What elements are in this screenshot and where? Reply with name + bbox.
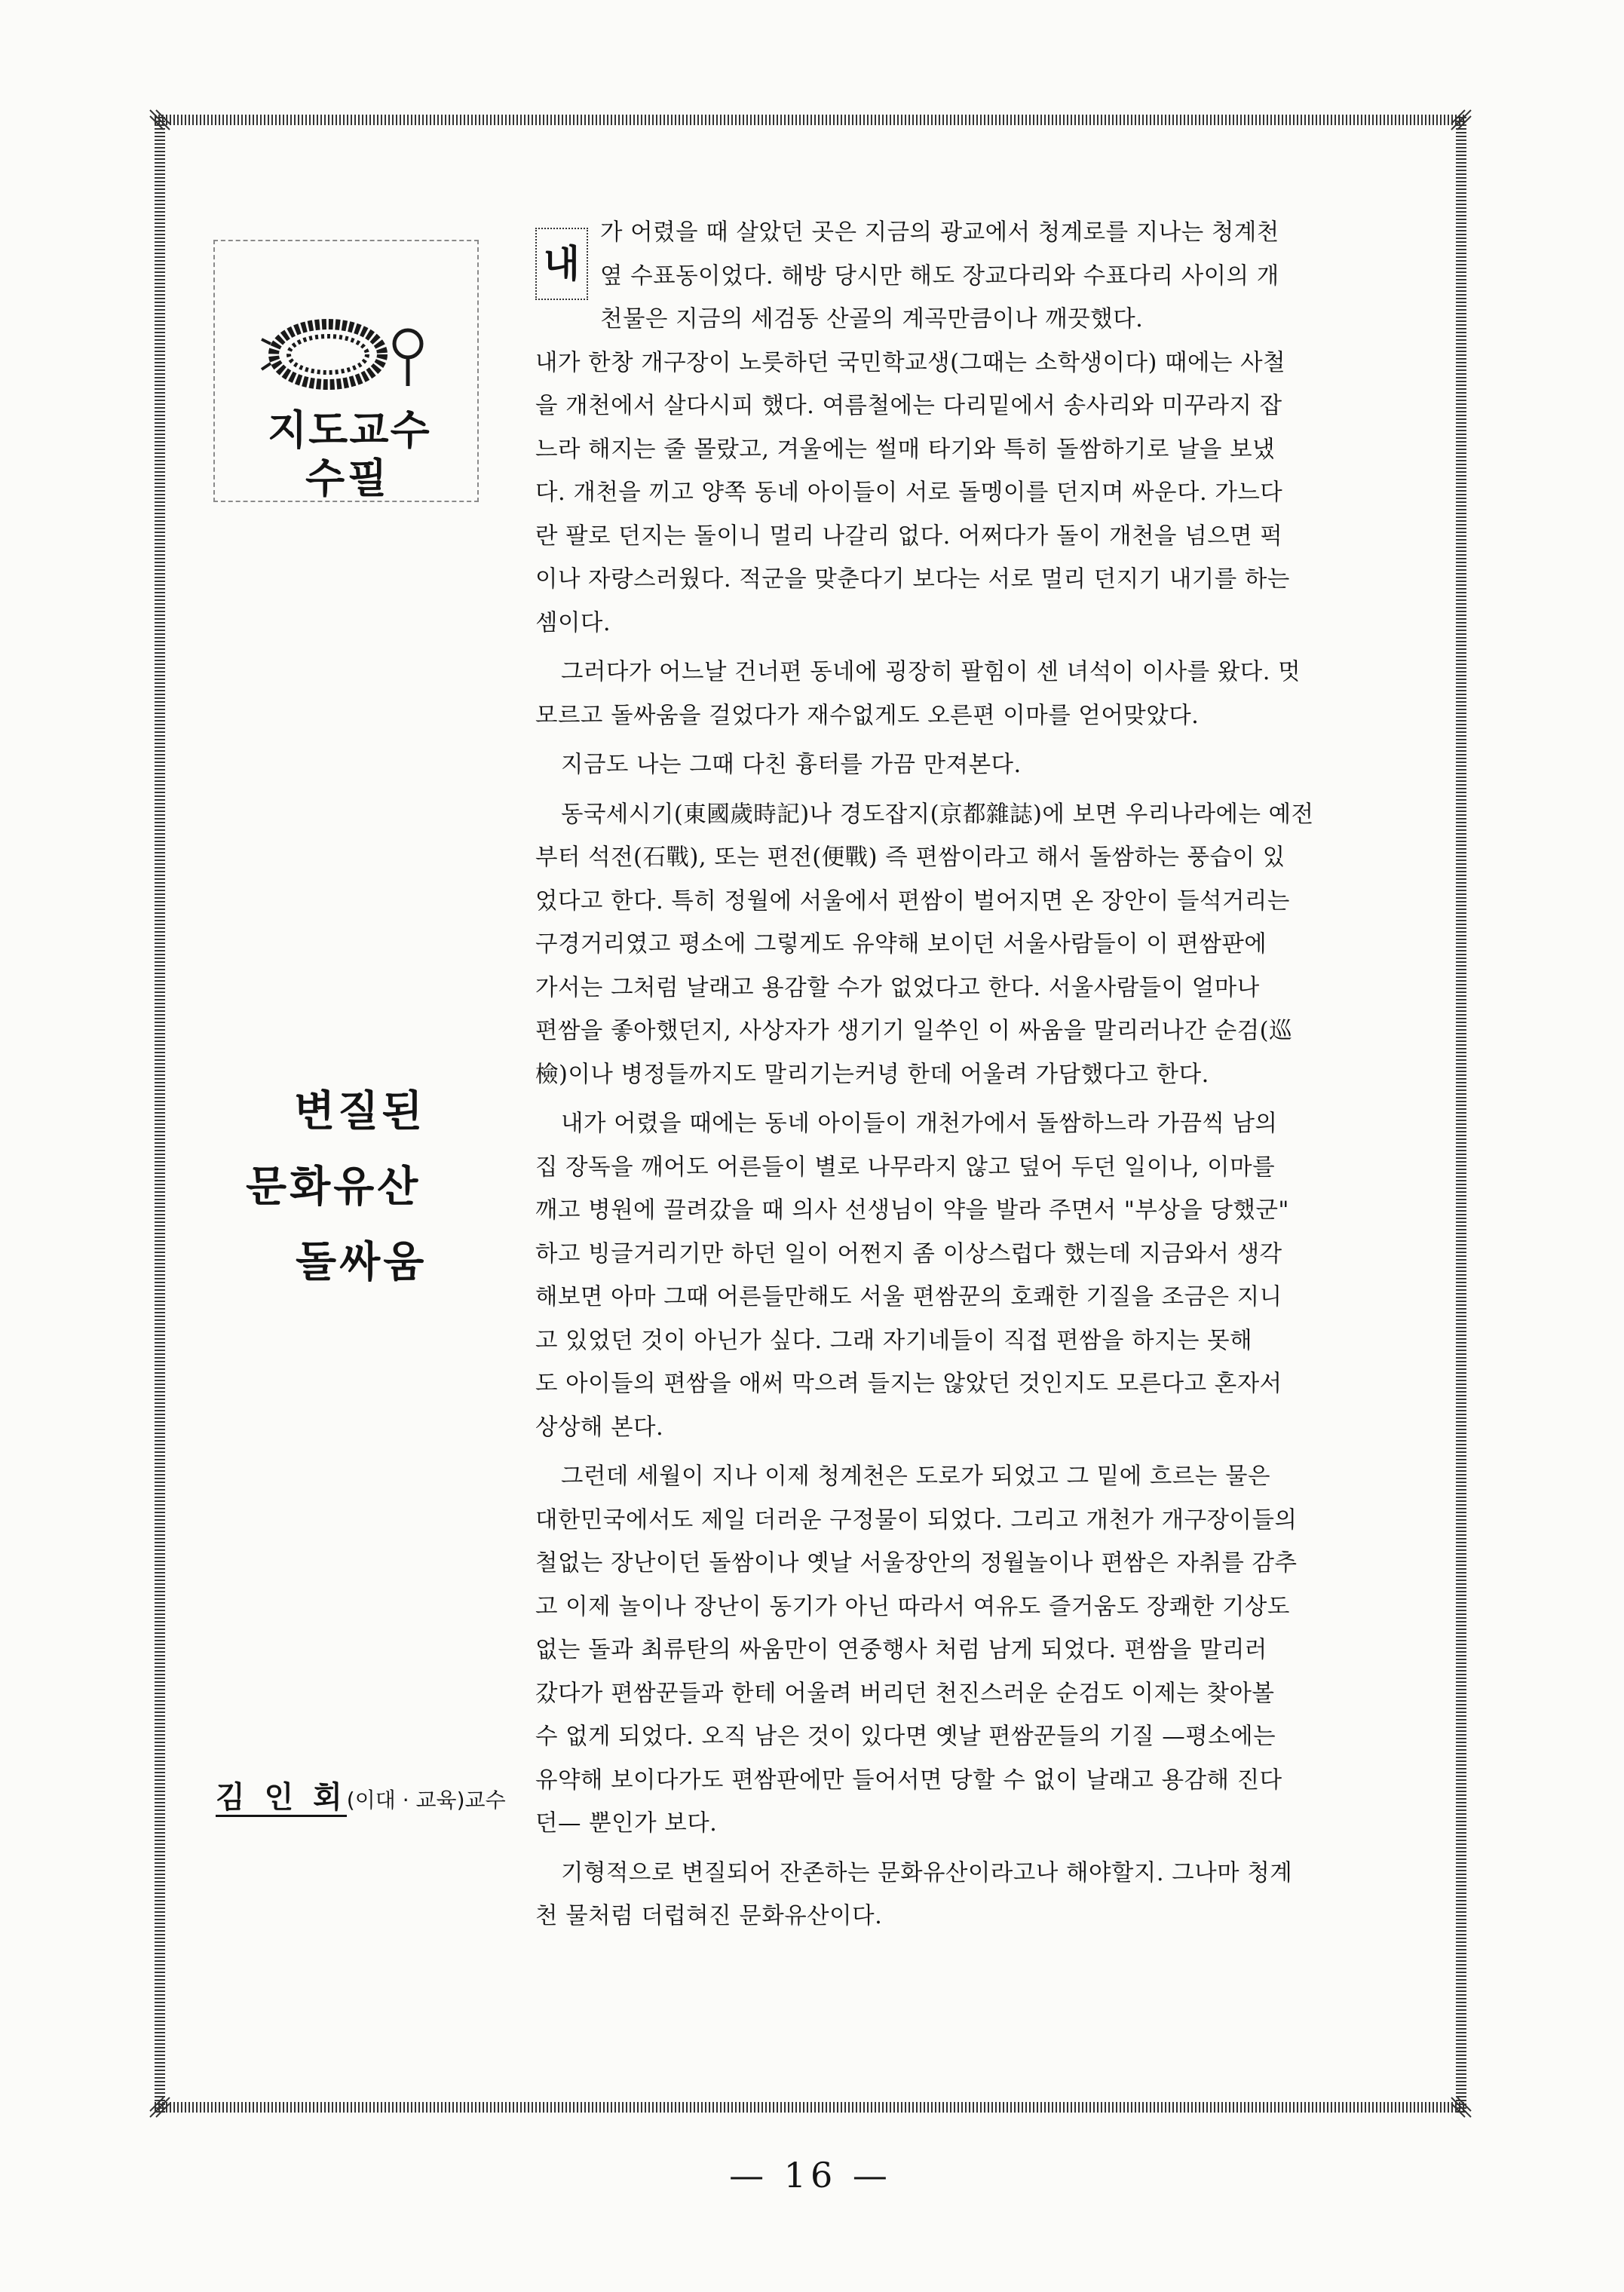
page-number: — 16 — bbox=[729, 2155, 892, 2195]
corner-ornament-icon bbox=[147, 2094, 173, 2120]
text-line: 천 물처럼 더럽혀진 문화유산이다. bbox=[535, 1903, 883, 1929]
column-label-line1: 지도교수 bbox=[268, 406, 431, 454]
text-line: 그런데 세월이 지나 이제 청계천은 도로가 되었고 그 밑에 흐르는 물은 bbox=[561, 1463, 1270, 1490]
text-line: 고 있었던 것이 아닌가 싶다. 그래 자기네들이 직접 편쌈을 하지는 못해 bbox=[535, 1327, 1253, 1354]
top-dotted-rule bbox=[155, 115, 1466, 125]
text-line: 해보면 아마 그때 어른들만해도 서울 편쌈꾼의 호쾌한 기질을 조금은 지니 bbox=[535, 1284, 1282, 1310]
author-byline bbox=[216, 1773, 532, 1816]
text-line: 부터 석전(石戰), 또는 편전(便戰) 즉 편쌈이라고 해서 돌쌈하는 풍습이 있 bbox=[535, 844, 1285, 871]
text-line: 을 개천에서 살다시피 했다. 여름철에는 다리밑에서 송사리와 미꾸라지 잡 bbox=[535, 393, 1282, 419]
column-label-line2: 수필 bbox=[305, 455, 391, 502]
text-line: 내가 어렸을 때에는 동네 아이들이 개천가에서 돌쌈하느라 가끔씩 남의 bbox=[561, 1111, 1278, 1137]
column-header-box bbox=[213, 240, 479, 502]
text-line: 대한민국에서도 제일 더러운 구정물이 되었다. 그리고 개천가 개구장이들의 bbox=[535, 1506, 1298, 1534]
paragraph bbox=[535, 651, 1448, 737]
author-name: 김 인 회 bbox=[216, 1780, 347, 1817]
text-line: 없는 돌과 최류탄의 싸움만이 연중행사 처럼 남게 되었다. 편쌈을 말리러 bbox=[535, 1637, 1267, 1663]
paragraph bbox=[535, 1455, 1448, 1846]
paragraph bbox=[535, 743, 1448, 787]
text-line: 란 팔로 던지는 돌이니 멀리 나갈리 없다. 어쩌다가 돌이 개천을 넘으면 퍽 bbox=[535, 522, 1283, 550]
text-line: 내가 한창 개구장이 노릇하던 국민학교생(그때는 소학생이다) 때에는 사철 bbox=[535, 349, 1286, 376]
text-line: 갔다가 편쌈꾼들과 한테 어울려 버리던 천진스러운 순검도 이제는 찾아볼 bbox=[535, 1680, 1275, 1707]
text-line: 동국세시기(東國歲時記)나 경도잡지(京都雜誌)에 보면 우리나라에는 예전 bbox=[561, 801, 1314, 828]
drop-cap: 내 bbox=[535, 228, 588, 300]
text-line: 하고 빙글거리기만 하던 일이 어쩐지 좀 이상스럽다 했는데 지금와서 생각 bbox=[535, 1240, 1282, 1267]
author-affiliation: (이대 · 교육)교수 bbox=[346, 1788, 506, 1812]
text-line: 옆 수표동이었다. 해방 당시만 해도 장교다리와 수표다리 사이의 개 bbox=[600, 262, 1279, 290]
text-line: 檢)이나 병정들까지도 말리기는커녕 한데 어울려 가담했다고 한다. bbox=[535, 1061, 1209, 1088]
text-line: 유약해 보이다가도 편쌈판에만 들어서면 당할 수 없이 날래고 용감해 진다 bbox=[535, 1766, 1282, 1794]
paragraph bbox=[535, 1102, 1448, 1449]
text-line: 느라 해지는 줄 몰랐고, 겨울에는 썰매 타기와 특히 돌쌈하기로 날을 보냈 bbox=[535, 436, 1276, 463]
text-line: 가 어렸을 때 살았던 곳은 지금의 광교에서 청계로를 지나는 청계천 bbox=[600, 219, 1279, 246]
essay-title-line3: 돌싸움 bbox=[296, 1238, 427, 1287]
wreath-ornament-icon bbox=[260, 317, 441, 400]
text-line: 수 없게 되었다. 오직 남은 것이 있다면 옛날 편쌈꾼들의 기질 —평소에는 bbox=[535, 1724, 1276, 1750]
text-line: 편쌈을 좋아했던지, 사상자가 생기기 일쑤인 이 싸움을 말리러나간 순검(巡 bbox=[535, 1018, 1293, 1044]
text-line: 이나 자랑스러웠다. 적군을 맞춘다기 보다는 서로 멀리 던지기 내기를 하는 bbox=[535, 566, 1290, 593]
corner-ornament-icon bbox=[1448, 107, 1474, 133]
corner-ornament-icon bbox=[1448, 2094, 1474, 2120]
text-line: 셈이다. bbox=[535, 609, 611, 636]
bottom-dotted-rule bbox=[155, 2102, 1466, 2113]
text-line: 던— 뿐인가 보다. bbox=[535, 1810, 718, 1837]
text-line: 구경거리였고 평소에 그렇게도 유약해 보이던 서울사람들이 이 편쌈판에 bbox=[535, 931, 1267, 958]
essay-title-line1: 변질된 bbox=[294, 1087, 426, 1136]
text-line: 기형적으로 변질되어 잔존하는 문화유산이라고나 해야할지. 그나마 청계 bbox=[561, 1859, 1293, 1886]
text-line: 도 아이들의 편쌈을 애써 막으려 들지는 않았던 것인지도 모른다고 혼자서 bbox=[535, 1371, 1282, 1397]
text-line: 지금도 나는 그때 다친 흉터를 가끔 만져본다. bbox=[561, 752, 1022, 778]
paragraph bbox=[535, 211, 1448, 645]
essay-title-line2: 문화유산 bbox=[246, 1163, 421, 1212]
essay-body bbox=[535, 211, 1448, 1938]
text-line: 집 장독을 깨어도 어른들이 별로 나무라지 않고 덮어 두던 일이나, 이마를 bbox=[535, 1154, 1276, 1181]
paragraph bbox=[535, 1852, 1448, 1938]
right-dotted-rule bbox=[1456, 115, 1466, 2113]
text-line: 상상해 본다. bbox=[535, 1414, 664, 1441]
text-line: 가서는 그처럼 날래고 용감할 수가 없었다고 한다. 서울사람들이 얼마나 bbox=[535, 974, 1260, 1001]
text-line: 고 이제 놀이나 장난이 동기가 아닌 따라서 여유도 즐거움도 장쾌한 기상도 bbox=[535, 1593, 1290, 1620]
left-dotted-rule bbox=[155, 115, 165, 2113]
paragraph bbox=[535, 793, 1448, 1097]
text-line: 모르고 돌싸움을 걸었다가 재수없게도 오른편 이마를 얻어맞았다. bbox=[535, 702, 1200, 729]
text-line: 그러다가 어느날 건너편 동네에 굉장히 팔힘이 센 녀석이 이사를 왔다. 멋 bbox=[561, 659, 1301, 685]
text-line: 었다고 한다. 특히 정월에 서울에서 편쌈이 벌어지면 온 장안이 들석거리는 bbox=[535, 887, 1290, 915]
text-line: 깨고 병원에 끌려갔을 때 의사 선생님이 약을 발라 주면서 "부상을 당했군" bbox=[535, 1197, 1289, 1224]
text-line: 철없는 장난이던 돌쌈이나 옛날 서울장안의 정월놀이나 편쌈은 자취를 감추 bbox=[535, 1550, 1298, 1577]
corner-ornament-icon bbox=[147, 107, 173, 133]
text-line: 다. 개천을 끼고 양쪽 동네 아이들이 서로 돌멩이를 던지며 싸운다. 가느다 bbox=[535, 480, 1283, 506]
text-line: 천물은 지금의 세검동 산골의 계곡만큼이나 깨끗했다. bbox=[600, 306, 1144, 332]
